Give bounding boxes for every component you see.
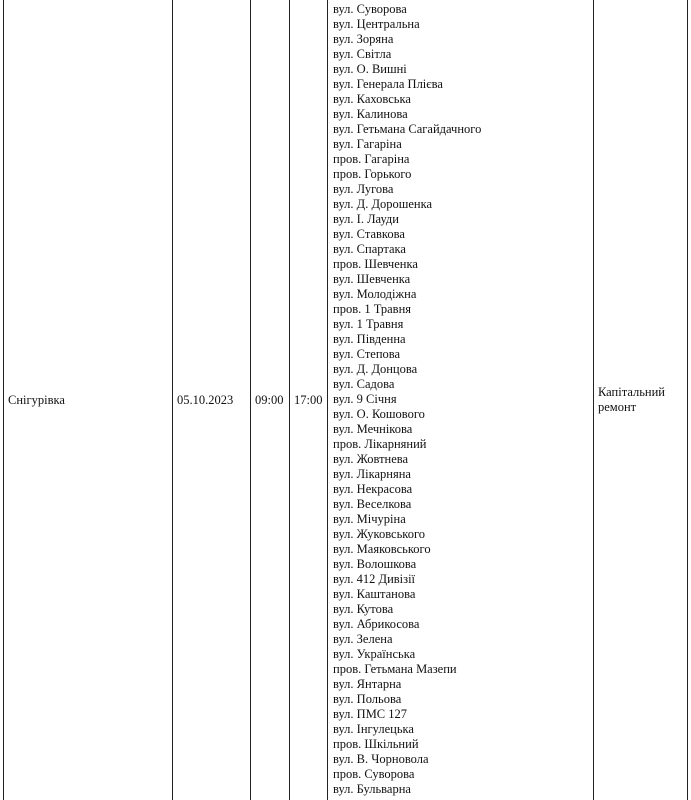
streets-cell (328, 0, 594, 800)
street-item: вул. Суворова (333, 2, 407, 16)
street-item: вул. Гагаріна (333, 137, 402, 151)
street-item: вул. Зоряна (333, 32, 394, 46)
street-item: вул. Світла (333, 47, 392, 61)
street-item: вул. Кутова (333, 602, 394, 616)
end-time-cell: 17:00 (290, 0, 328, 800)
street-item: вул. Некрасова (333, 482, 413, 496)
street-item: пров. Шкільний (333, 737, 419, 751)
street-item: вул. Веселкова (333, 497, 412, 511)
street-item: вул. Бульварна (333, 782, 411, 796)
street-item: вул. Гетьмана Сагайдачного (333, 122, 482, 136)
street-item: вул. Південна (333, 332, 406, 346)
street-item: вул. 412 Дивізії (333, 572, 416, 586)
street-item: пров. Гагаріна (333, 152, 410, 166)
reason-cell: Капітальний ремонт (598, 385, 665, 414)
street-item: вул. Мічуріна (333, 512, 406, 526)
street-item: вул. Волошкова (333, 557, 417, 571)
street-item: вул. Інгулецька (333, 722, 414, 736)
street-item: вул. Лікарняна (333, 467, 411, 481)
street-item: пров. Гетьмана Мазепи (333, 662, 457, 676)
street-item: вул. Спартака (333, 242, 406, 256)
street-item: вул. Садова (333, 377, 395, 391)
outage-schedule-table (3, 0, 688, 800)
street-item: вул. Зелена (333, 632, 393, 646)
street-item: пров. Лікарняний (333, 437, 427, 451)
street-item: пров. 1 Травня (333, 302, 412, 316)
street-item: вул. Українська (333, 647, 416, 661)
street-item: вул. ПМС 127 (333, 707, 408, 721)
street-item: пров. Суворова (333, 767, 415, 781)
street-item: вул. Д. Донцова (333, 362, 418, 376)
street-item: пров. Шевченка (333, 257, 418, 271)
street-item: вул. Абрикосова (333, 617, 420, 631)
street-item: вул. Янтарна (333, 677, 402, 691)
street-item: вул. Лугова (333, 182, 394, 196)
street-item: вул. Каштанова (333, 587, 416, 601)
street-item: вул. І. Лауди (333, 212, 399, 226)
street-item: вул. Шевченка (333, 272, 411, 286)
street-item: вул. Степова (333, 347, 401, 361)
street-item: вул. 9 Січня (333, 392, 397, 406)
street-item: вул. Центральна (333, 17, 420, 31)
locality-cell: Снігурівка (4, 0, 173, 800)
street-item: вул. Каховська (333, 92, 411, 106)
start-time-cell: 09:00 (251, 0, 290, 800)
street-item: вул. Молодіжна (333, 287, 417, 301)
street-item: вул. В. Чорновола (333, 752, 429, 766)
street-item: пров. Горького (333, 167, 412, 181)
street-item: вул. О. Кошового (333, 407, 425, 421)
street-item: вул. Польова (333, 692, 402, 706)
street-item: вул. Жовтнева (333, 452, 409, 466)
street-item: вул. Маяковського (333, 542, 431, 556)
street-item: вул. Ставкова (333, 227, 405, 241)
street-item: вул. Генерала Плієва (333, 77, 443, 91)
date-cell: 05.10.2023 (173, 0, 251, 800)
street-item: вул. 1 Травня (333, 317, 404, 331)
street-item: вул. Жуковського (333, 527, 426, 541)
street-item: вул. О. Вишні (333, 62, 407, 76)
street-item: вул. Д. Дорошенка (333, 197, 433, 211)
street-item: вул. Мечнікова (333, 422, 413, 436)
street-item: вул. Калинова (333, 107, 408, 121)
